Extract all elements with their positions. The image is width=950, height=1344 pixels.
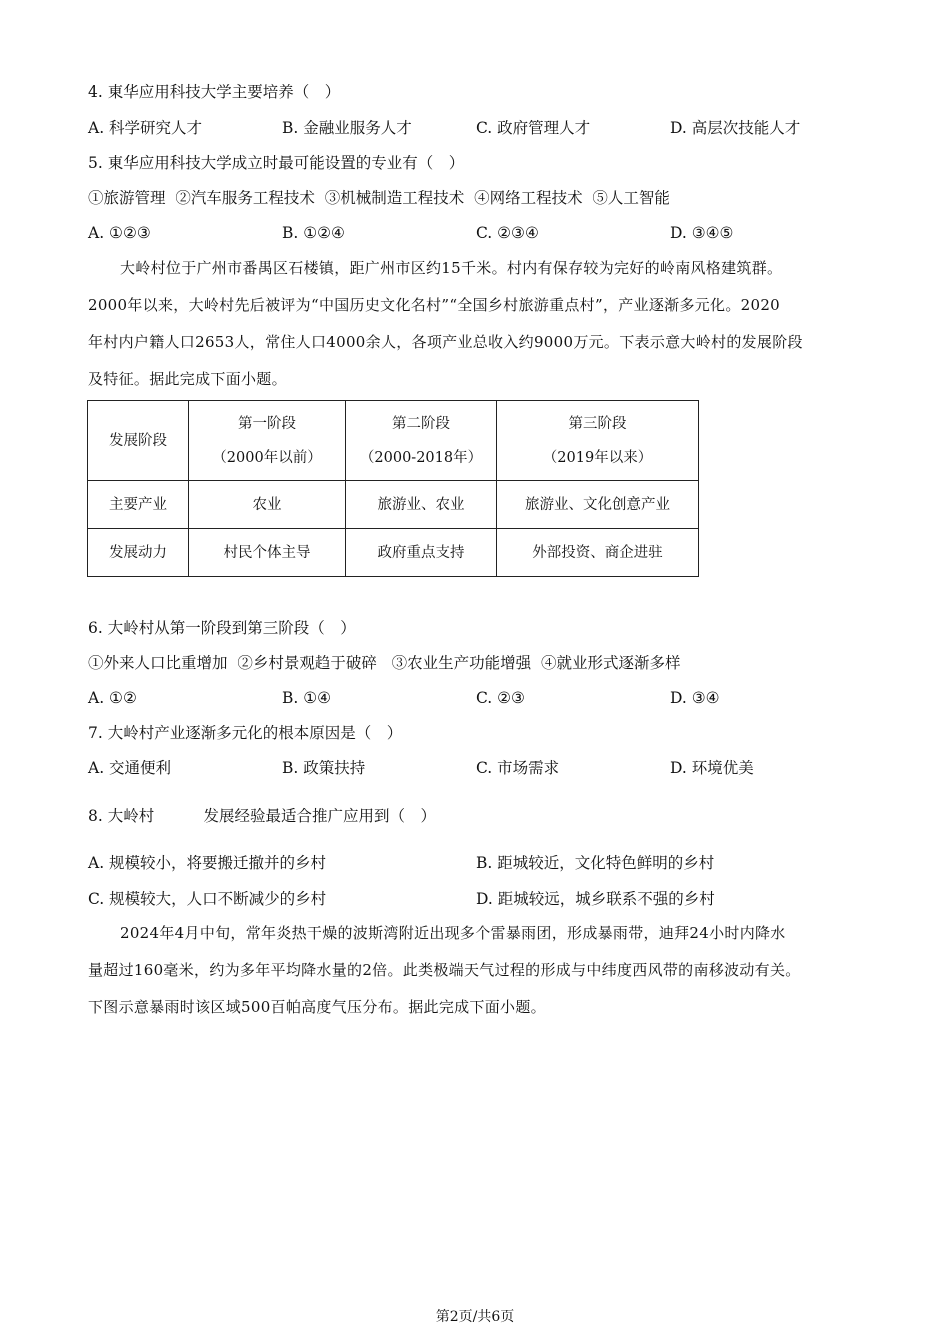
q4-option-c: C. 政府管理人才 <box>476 119 591 137</box>
table-header-stage-3 <box>497 401 699 481</box>
q5-option-c: C. ②③④ <box>476 224 539 242</box>
q5-option-a: A. ①②③ <box>88 224 151 242</box>
stage-2-name: 第二阶段 <box>392 415 450 432</box>
q7-option-c: C. 市场需求 <box>476 759 560 777</box>
table-cell: 旅游业、文化创意产业 <box>497 481 699 529</box>
row-label-driving-force: 发展动力 <box>88 529 189 577</box>
passage1-line2: 2000年以来，大岭村先后被评为“中国历史文化名村”“全国乡村旅游重点村”，产业逐渐多元化。2020 <box>88 296 781 314</box>
q5-option-b: B. ①②④ <box>282 224 345 242</box>
passage2-line1: 2024年4月中旬，常年炎热干燥的波斯湾附近出现多个雷暴雨团，形成暴雨带，迪拜24小时内降水 <box>120 924 786 942</box>
stage-3-name: 第三阶段 <box>568 415 627 432</box>
stage-1-name: 第一阶段 <box>238 415 296 432</box>
table-row <box>88 529 699 577</box>
table-header-stage-1 <box>189 401 346 481</box>
q7-option-d: D. 环境优美 <box>670 759 754 777</box>
passage-daling-village <box>88 250 888 398</box>
q5-items: ①旅游管理 ②汽车服务工程技术 ③机械制造工程技术 ④网络工程技术 ⑤人工智能 <box>88 189 670 207</box>
table-header-row <box>88 401 699 481</box>
q8-option-d: D. 距城较远，城乡联系不强的乡村 <box>476 890 715 908</box>
table-cell: 村民个体主导 <box>189 529 346 577</box>
table-row <box>88 481 699 529</box>
passage-dubai-rainstorm <box>88 915 888 1026</box>
q7-option-a: A. 交通便利 <box>88 759 172 777</box>
question-4-stem: 4. 東华应用科技大学主要培养（ ） <box>88 83 341 101</box>
table-header-stage-2 <box>346 401 497 481</box>
stage-1-period: （2000年以前） <box>212 449 322 466</box>
question-5-stem: 5. 東华应用科技大学成立时最可能设置的专业有（ ） <box>88 154 465 172</box>
page-number: 第2页/共6页 <box>435 1309 515 1325</box>
question-8-stem: 8. 大岭村 发展经验最适合推广应用到（ ） <box>88 807 436 825</box>
passage2-line2: 量超过160毫米，约为多年平均降水量的2倍。此类极端天气过程的形成与中纬度西风带的南移波动有关。 <box>88 961 801 979</box>
passage2-line3: 下图示意暴雨时该区域500百帕高度气压分布。据此完成下面小题。 <box>88 998 546 1016</box>
q8-option-a: A. 规模较小，将要搬迁撤并的乡村 <box>88 854 327 872</box>
q6-option-c: C. ②③ <box>476 689 525 707</box>
development-stage-table <box>87 400 699 577</box>
q6-option-b: B. ①④ <box>282 689 332 707</box>
q6-option-d: D. ③④ <box>670 689 720 707</box>
row-label-main-industry: 主要产业 <box>88 481 189 529</box>
table-header-label: 发展阶段 <box>88 401 189 481</box>
question-6-stem: 6. 大岭村从第一阶段到第三阶段（ ） <box>88 619 356 637</box>
stage-2-period: （2000-2018年） <box>359 449 483 466</box>
q6-option-a: A. ①② <box>88 689 137 707</box>
passage1-line3: 年村内户籍人口2653人，常住人口4000余人，各项产业总收入约9000万元。下表示意大岭村的发展阶段 <box>88 333 803 351</box>
table-cell: 农业 <box>189 481 346 529</box>
q8-option-c: C. 规模较大，人口不断减少的乡村 <box>88 890 327 908</box>
question-7-stem: 7. 大岭村产业逐渐多元化的根本原因是（ ） <box>88 724 403 742</box>
stage-3-period: （2019年以来） <box>542 449 653 466</box>
q6-items: ①外来人口比重增加 ②乡村景观趋于破碎 ③农业生产功能增强 ④就业形式逐渐多样 <box>88 654 681 672</box>
table-cell: 政府重点支持 <box>346 529 497 577</box>
table-cell: 旅游业、农业 <box>346 481 497 529</box>
q5-option-d: D. ③④⑤ <box>670 224 734 242</box>
q4-option-b: B. 金融业服务人才 <box>282 119 412 137</box>
passage1-line4: 及特征。据此完成下面小题。 <box>88 370 287 388</box>
q4-option-a: A. 科学研究人才 <box>88 119 203 137</box>
q4-option-d: D. 高层次技能人才 <box>670 119 801 137</box>
q8-option-b: B. 距城较近，文化特色鲜明的乡村 <box>476 854 715 872</box>
passage1-line1: 大岭村位于广州市番禺区石楼镇，距广州市区约15千米。村内有保存较为完好的岭南风格建筑群。 <box>120 259 783 277</box>
q7-option-b: B. 政策扶持 <box>282 759 366 777</box>
table-cell: 外部投资、商企进驻 <box>497 529 699 577</box>
